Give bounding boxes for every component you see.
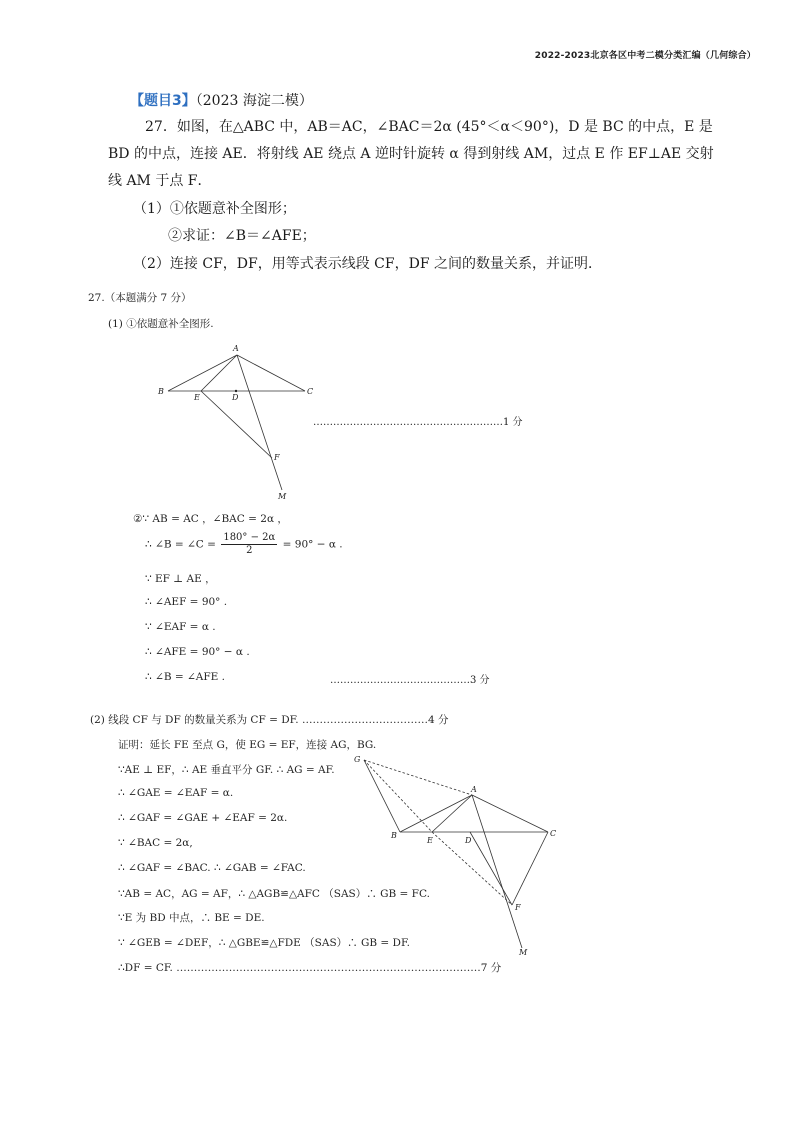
fig2-label-m: M (519, 948, 528, 957)
proof-line-2: ∵AE ⊥ EF，∴ AE 垂直平分 GF. ∴ AG = AF. (118, 764, 335, 776)
fig2-label-f: F (515, 903, 521, 912)
fig2-label-g: G (354, 755, 361, 764)
proof-line-9: ∵ ∠GEB = ∠DEF，∴ △GBE≌△FDE （SAS）∴ GB = DF. (118, 937, 410, 949)
proof-line-4: ∴ ∠GAF = ∠GAE + ∠EAF = 2α. (118, 812, 288, 824)
fraction-denominator: 2 (246, 545, 253, 556)
part2-statement: (2) 线段 CF 与 DF 的数量关系为 CF = DF. ………………………………4 分 (90, 714, 449, 726)
step-4: ∴ ∠AEF = 90° . (145, 596, 228, 608)
fig1-label-b: B (158, 387, 164, 396)
question-part-2: （2）连接 CF，DF，用等式表示线段 CF，DF 之间的数量关系，并证明． (133, 256, 602, 272)
step-5: ∵ ∠EAF = α . (145, 621, 216, 633)
question-line-1: 27．如图，在△ABC 中，AB＝AC，∠BAC＝2α (45°＜α＜90°)，D 是 BC 的中点，E 是 (145, 119, 713, 135)
fig1-label-e: E (194, 393, 200, 402)
question-part-1b: ②求证：∠B＝∠AFE； (168, 228, 316, 244)
question-line-3: 线 AM 于点 F． (108, 173, 212, 189)
question-source: （2023 海淀二模） (195, 93, 313, 109)
question-heading (130, 90, 313, 110)
proof-line-3: ∴ ∠GAE = ∠EAF = α. (118, 787, 234, 799)
proof-line-6: ∴ ∠GAF = ∠BAC. ∴ ∠GAB = ∠FAC. (118, 862, 306, 874)
score-1: …………………………………………………1 分 (313, 417, 523, 428)
step-2-pre: ∴ ∠B = ∠C = (145, 538, 216, 551)
fig1-label-m: M (278, 492, 287, 501)
fig2-label-d: D (465, 836, 472, 845)
fig1-label-d: D (232, 393, 239, 402)
fraction-numerator: 180° − 2α (223, 532, 276, 543)
figure-2 (345, 745, 570, 960)
fig2-label-a: A (471, 785, 477, 794)
fig2-label-e: E (427, 836, 433, 845)
step-2-fraction (221, 532, 277, 557)
solution-heading: 27.（本题满分 7 分） (88, 292, 192, 304)
fig1-label-a: A (233, 344, 239, 353)
proof-line-7: ∵AB = AC，AG = AF，∴ △AGB≌△AFC （SAS）∴ GB = FC. (118, 888, 430, 900)
fig1-label-c: C (307, 387, 314, 396)
step-2-post: = 90° − α . (282, 538, 343, 551)
step-2 (145, 532, 343, 557)
fig2-label-b: B (391, 831, 397, 840)
question-part-1: （1）①依题意补全图形； (133, 201, 296, 217)
fig2-label-c: C (550, 829, 557, 838)
page-header: 2022-2023北京各区中考二模分类汇编（几何综合） (534, 51, 756, 61)
step-7: ∴ ∠B = ∠AFE . (145, 671, 226, 683)
solution-part1-title: (1) ①依题意补全图形. (108, 318, 214, 330)
proof-line-10: ∴DF = CF. ……………………………………………………………………………7 分 (118, 962, 502, 974)
question-tag: 【题目3】 (130, 93, 196, 109)
step-3: ∵ EF ⊥ AE ， (145, 573, 216, 585)
proof-line-8: ∵E 为 BD 中点，∴ BE = DE. (118, 912, 265, 924)
figure-1 (150, 340, 320, 505)
fig1-label-f: F (274, 453, 280, 462)
proof-line-5: ∵ ∠BAC = 2α, (118, 837, 193, 849)
question-line-2: BD 的中点，连接 AE．将射线 AE 绕点 A 逆时针旋转 α 得到射线 AM，过点 E 作 EF⊥AE 交射 (108, 146, 714, 162)
proof-line-1: 证明：延长 FE 至点 G，使 EG = EF，连接 AG，BG. (118, 739, 377, 751)
step-1: ②∵ AB = AC ，∠BAC = 2α ， (133, 513, 288, 525)
step-6: ∴ ∠AFE = 90° − α . (145, 646, 250, 658)
score-3: ……………………………………3 分 (330, 675, 490, 686)
